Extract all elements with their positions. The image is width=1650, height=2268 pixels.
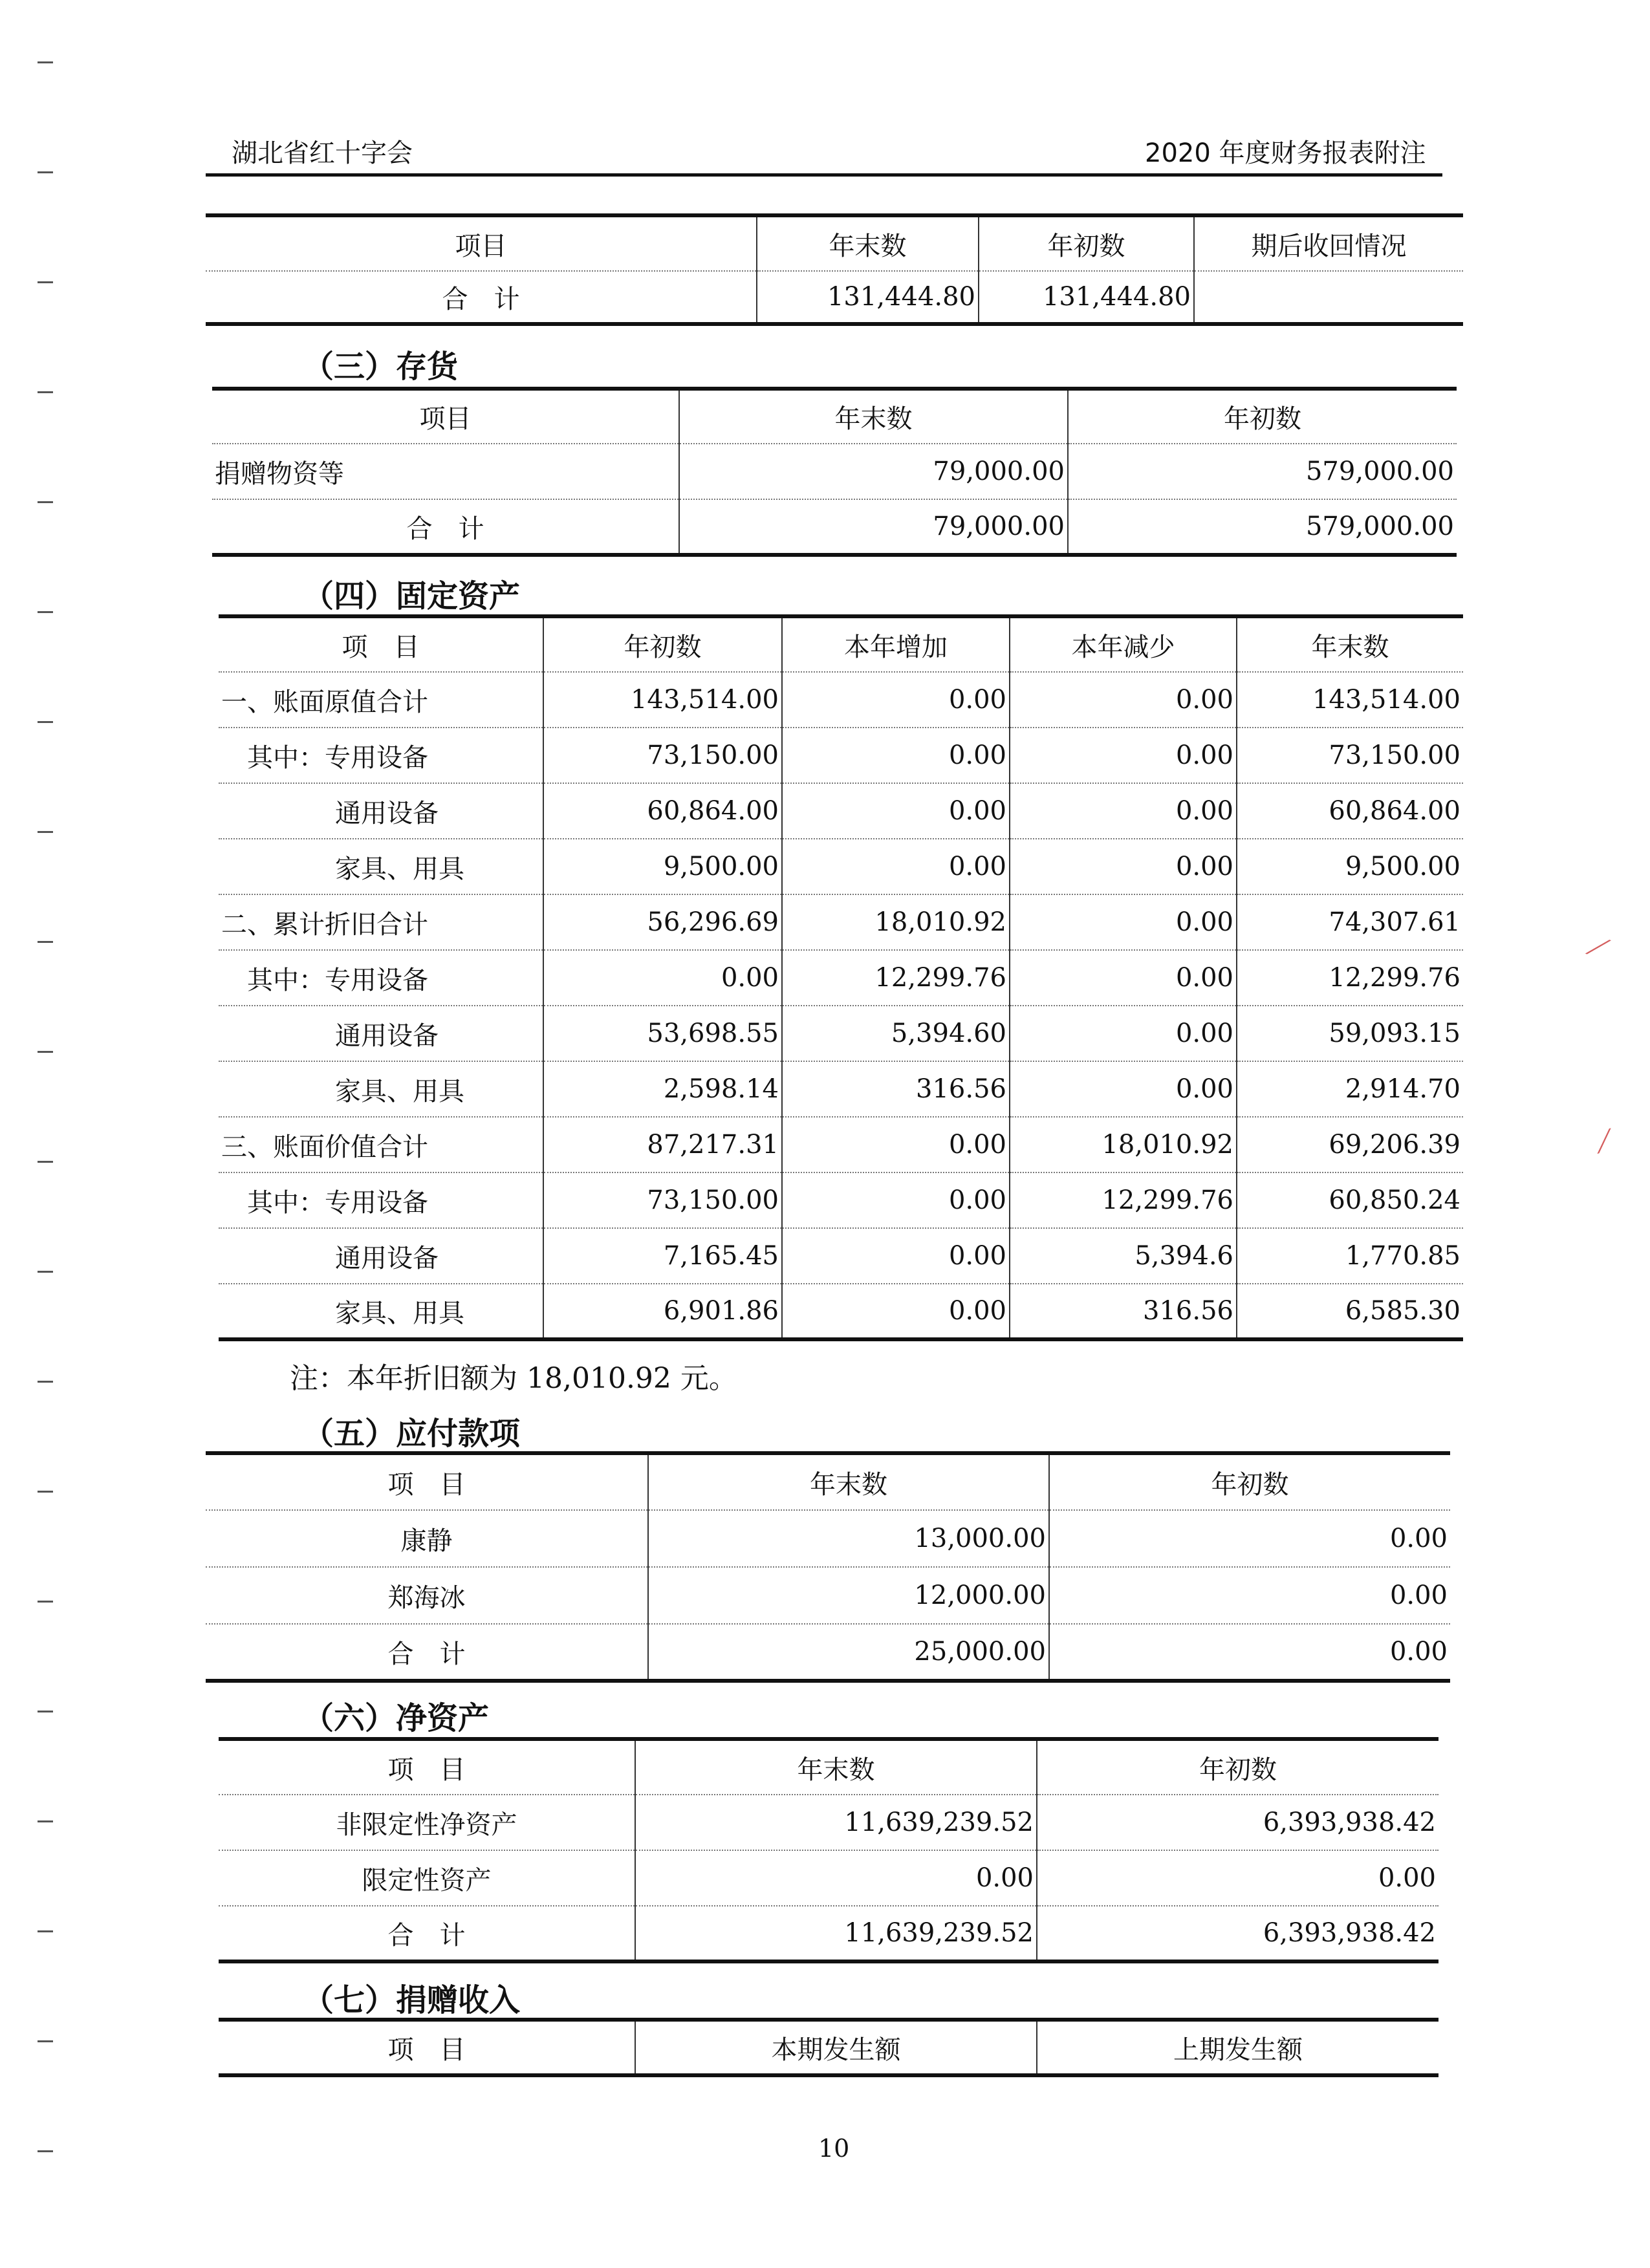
row-label: 合 计 <box>206 271 757 324</box>
row-label: 家具、用具 <box>219 839 543 894</box>
table-row <box>219 728 1463 783</box>
cell-begin: 2,598.14 <box>543 1061 782 1117</box>
cell-begin: 6,393,938.42 <box>1263 1918 1436 1948</box>
table-row <box>206 1510 1450 1567</box>
row-label: 一、账面原值合计 <box>219 672 543 728</box>
table-row <box>219 1061 1463 1117</box>
col-current: 本期发生额 <box>635 2020 1037 2075</box>
table-row <box>206 1567 1450 1624</box>
cell-sub: 0.00 <box>1010 672 1237 728</box>
cell-sub: 0.00 <box>1010 950 1237 1006</box>
row-label: 合 计 <box>206 1624 648 1681</box>
cell-end: 59,093.15 <box>1237 1006 1463 1061</box>
cell-end: 25,000.00 <box>648 1624 1049 1681</box>
cell-begin: 131,444.80 <box>979 271 1194 324</box>
page-number: 10 <box>818 2134 850 2163</box>
cell-add: 0.00 <box>782 1117 1010 1172</box>
cell-sub: 0.00 <box>1010 728 1237 783</box>
table-row <box>219 950 1463 1006</box>
cell-add: 0.00 <box>782 783 1010 839</box>
row-label: 通用设备 <box>219 1228 543 1284</box>
row-label: 其中：专用设备 <box>219 1172 543 1228</box>
section-payables-title: （五）应付款项 <box>303 1416 521 1452</box>
col-item: 项 目 <box>219 1739 635 1795</box>
row-label: 康静 <box>206 1510 648 1567</box>
table-row <box>219 894 1463 950</box>
col-begin: 年初数 <box>1068 389 1457 444</box>
row-label: 家具、用具 <box>219 1061 543 1117</box>
col-add: 本年增加 <box>782 616 1010 672</box>
row-label: 捐赠物资等 <box>212 444 679 499</box>
cell-sub: 316.56 <box>1010 1284 1237 1339</box>
section-fixed-assets-title: （四）固定资产 <box>303 578 521 614</box>
cell-sub: 12,299.76 <box>1010 1172 1237 1228</box>
col-end: 年末数 <box>1237 616 1463 672</box>
table-row <box>219 783 1463 839</box>
cell-end: 11,639,239.52 <box>635 1795 1037 1850</box>
table-row <box>219 1117 1463 1172</box>
header-title: 2020 年度财务报表附注 <box>1145 138 1426 168</box>
row-label: 限定性资产 <box>219 1850 635 1906</box>
cell-end: 0.00 <box>635 1850 1037 1906</box>
cell-end: 79,000.00 <box>679 444 1068 499</box>
cell-begin: 0.00 <box>1037 1850 1438 1906</box>
cell-end: 131,444.80 <box>757 271 979 324</box>
table-row <box>206 271 1463 324</box>
row-label: 其中：专用设备 <box>219 728 543 783</box>
depreciation-note: 注：本年折旧额为 18,010.92 元。 <box>290 1362 737 1395</box>
col-end: 年末数 <box>648 1453 1049 1510</box>
cell-end: 60,850.24 <box>1237 1172 1463 1228</box>
table-row <box>212 499 1457 555</box>
cell-begin: 60,864.00 <box>543 783 782 839</box>
cell-add: 316.56 <box>782 1061 1010 1117</box>
receivables-table <box>206 213 1463 326</box>
row-label: 通用设备 <box>219 783 543 839</box>
donation-income-table <box>219 2018 1438 2077</box>
cell-sub: 18,010.92 <box>1010 1117 1237 1172</box>
col-begin: 年初数 <box>979 215 1194 271</box>
cell-sub: 0.00 <box>1010 783 1237 839</box>
cell-end: 74,307.61 <box>1237 894 1463 950</box>
col-end: 年末数 <box>635 1739 1037 1795</box>
col-item: 项 目 <box>219 616 543 672</box>
cell-end: 73,150.00 <box>1237 728 1463 783</box>
cell-begin: 9,500.00 <box>543 839 782 894</box>
row-label: 合 计 <box>212 499 679 555</box>
cell-add: 12,299.76 <box>782 950 1010 1006</box>
col-end: 年末数 <box>679 389 1068 444</box>
cell-sub: 0.00 <box>1010 839 1237 894</box>
cell-add: 18,010.92 <box>782 894 1010 950</box>
cell-end: 2,914.70 <box>1237 1061 1463 1117</box>
cell-end: 1,770.85 <box>1237 1228 1463 1284</box>
cell-add: 0.00 <box>782 1284 1010 1339</box>
section-inventory-title: （三）存货 <box>303 349 459 385</box>
col-item: 项 目 <box>206 1453 648 1510</box>
header-rule <box>206 173 1442 177</box>
cell-end: 11,639,239.52 <box>635 1906 1037 1961</box>
cell-begin: 87,217.31 <box>543 1117 782 1172</box>
col-item: 项目 <box>206 215 757 271</box>
col-begin: 年初数 <box>1037 1739 1438 1795</box>
cell-begin: 53,698.55 <box>543 1006 782 1061</box>
cell-begin: 0.00 <box>1389 1637 1448 1667</box>
cell-add: 0.00 <box>782 728 1010 783</box>
cell-add: 0.00 <box>782 1172 1010 1228</box>
row-label: 郑海冰 <box>206 1567 648 1624</box>
cell-sub: 5,394.6 <box>1010 1228 1237 1284</box>
cell-begin: 0.00 <box>1049 1510 1450 1567</box>
cell-begin: 0.00 <box>1049 1567 1450 1624</box>
table-row <box>219 1906 1438 1961</box>
table-row <box>219 839 1463 894</box>
table-row <box>212 444 1457 499</box>
table-row <box>219 1795 1438 1850</box>
row-label: 家具、用具 <box>219 1284 543 1339</box>
col-sub: 本年减少 <box>1010 616 1237 672</box>
cell-begin: 579,000.00 <box>1305 512 1454 541</box>
fixed-assets-table <box>219 614 1463 1341</box>
cell-end: 69,206.39 <box>1237 1117 1463 1172</box>
payables-table <box>206 1451 1450 1683</box>
cell-end: 143,514.00 <box>1237 672 1463 728</box>
row-label: 二、累计折旧合计 <box>219 894 543 950</box>
cell-add: 0.00 <box>782 839 1010 894</box>
cell-end: 13,000.00 <box>648 1510 1049 1567</box>
table-row <box>219 1172 1463 1228</box>
cell-begin: 7,165.45 <box>543 1228 782 1284</box>
col-previous: 上期发生额 <box>1173 2035 1303 2065</box>
cell-end: 60,864.00 <box>1237 783 1463 839</box>
col-begin: 年初数 <box>1049 1453 1450 1510</box>
cell-begin: 73,150.00 <box>543 728 782 783</box>
col-end: 年末数 <box>757 215 979 271</box>
cell-end: 12,299.76 <box>1237 950 1463 1006</box>
cell-begin: 143,514.00 <box>543 672 782 728</box>
cell-add: 5,394.60 <box>782 1006 1010 1061</box>
row-label: 合 计 <box>219 1906 635 1961</box>
net-assets-table <box>219 1737 1438 1963</box>
cell-end: 12,000.00 <box>648 1567 1049 1624</box>
section-donation-income-title: （七）捐赠收入 <box>303 1982 521 2018</box>
col-item: 项目 <box>212 389 679 444</box>
table-row <box>219 1850 1438 1906</box>
inventory-table <box>212 387 1457 557</box>
table-row <box>219 1284 1463 1339</box>
cell-begin: 56,296.69 <box>543 894 782 950</box>
table-row <box>206 1624 1450 1681</box>
cell-sub: 0.00 <box>1010 1061 1237 1117</box>
row-label: 通用设备 <box>219 1006 543 1061</box>
cell-begin: 0.00 <box>543 950 782 1006</box>
cell-begin: 73,150.00 <box>543 1172 782 1228</box>
cell-add: 0.00 <box>782 1228 1010 1284</box>
stamp-mark: ⟋ <box>1590 1123 1618 1161</box>
table-row <box>219 672 1463 728</box>
cell-add: 0.00 <box>782 672 1010 728</box>
table-row <box>219 1228 1463 1284</box>
row-label: 三、账面价值合计 <box>219 1117 543 1172</box>
section-net-assets-title: （六）净资产 <box>303 1700 490 1736</box>
col-begin: 年初数 <box>543 616 782 672</box>
col-item: 项 目 <box>219 2020 635 2075</box>
row-label: 其中：专用设备 <box>219 950 543 1006</box>
cell-end: 9,500.00 <box>1237 839 1463 894</box>
cell-sub: 0.00 <box>1010 1006 1237 1061</box>
cell-after <box>1194 271 1463 324</box>
cell-sub: 0.00 <box>1010 894 1237 950</box>
cell-end: 79,000.00 <box>679 499 1068 555</box>
row-label: 非限定性净资产 <box>219 1795 635 1850</box>
header-org: 湖北省红十字会 <box>232 138 413 168</box>
col-after: 期后收回情况 <box>1194 215 1463 271</box>
cell-begin: 6,393,938.42 <box>1037 1795 1438 1850</box>
cell-begin: 6,901.86 <box>543 1284 782 1339</box>
cell-begin: 579,000.00 <box>1068 444 1457 499</box>
cell-end: 6,585.30 <box>1345 1296 1460 1326</box>
stamp-mark: ⟋ <box>1583 929 1613 967</box>
table-row <box>219 1006 1463 1061</box>
